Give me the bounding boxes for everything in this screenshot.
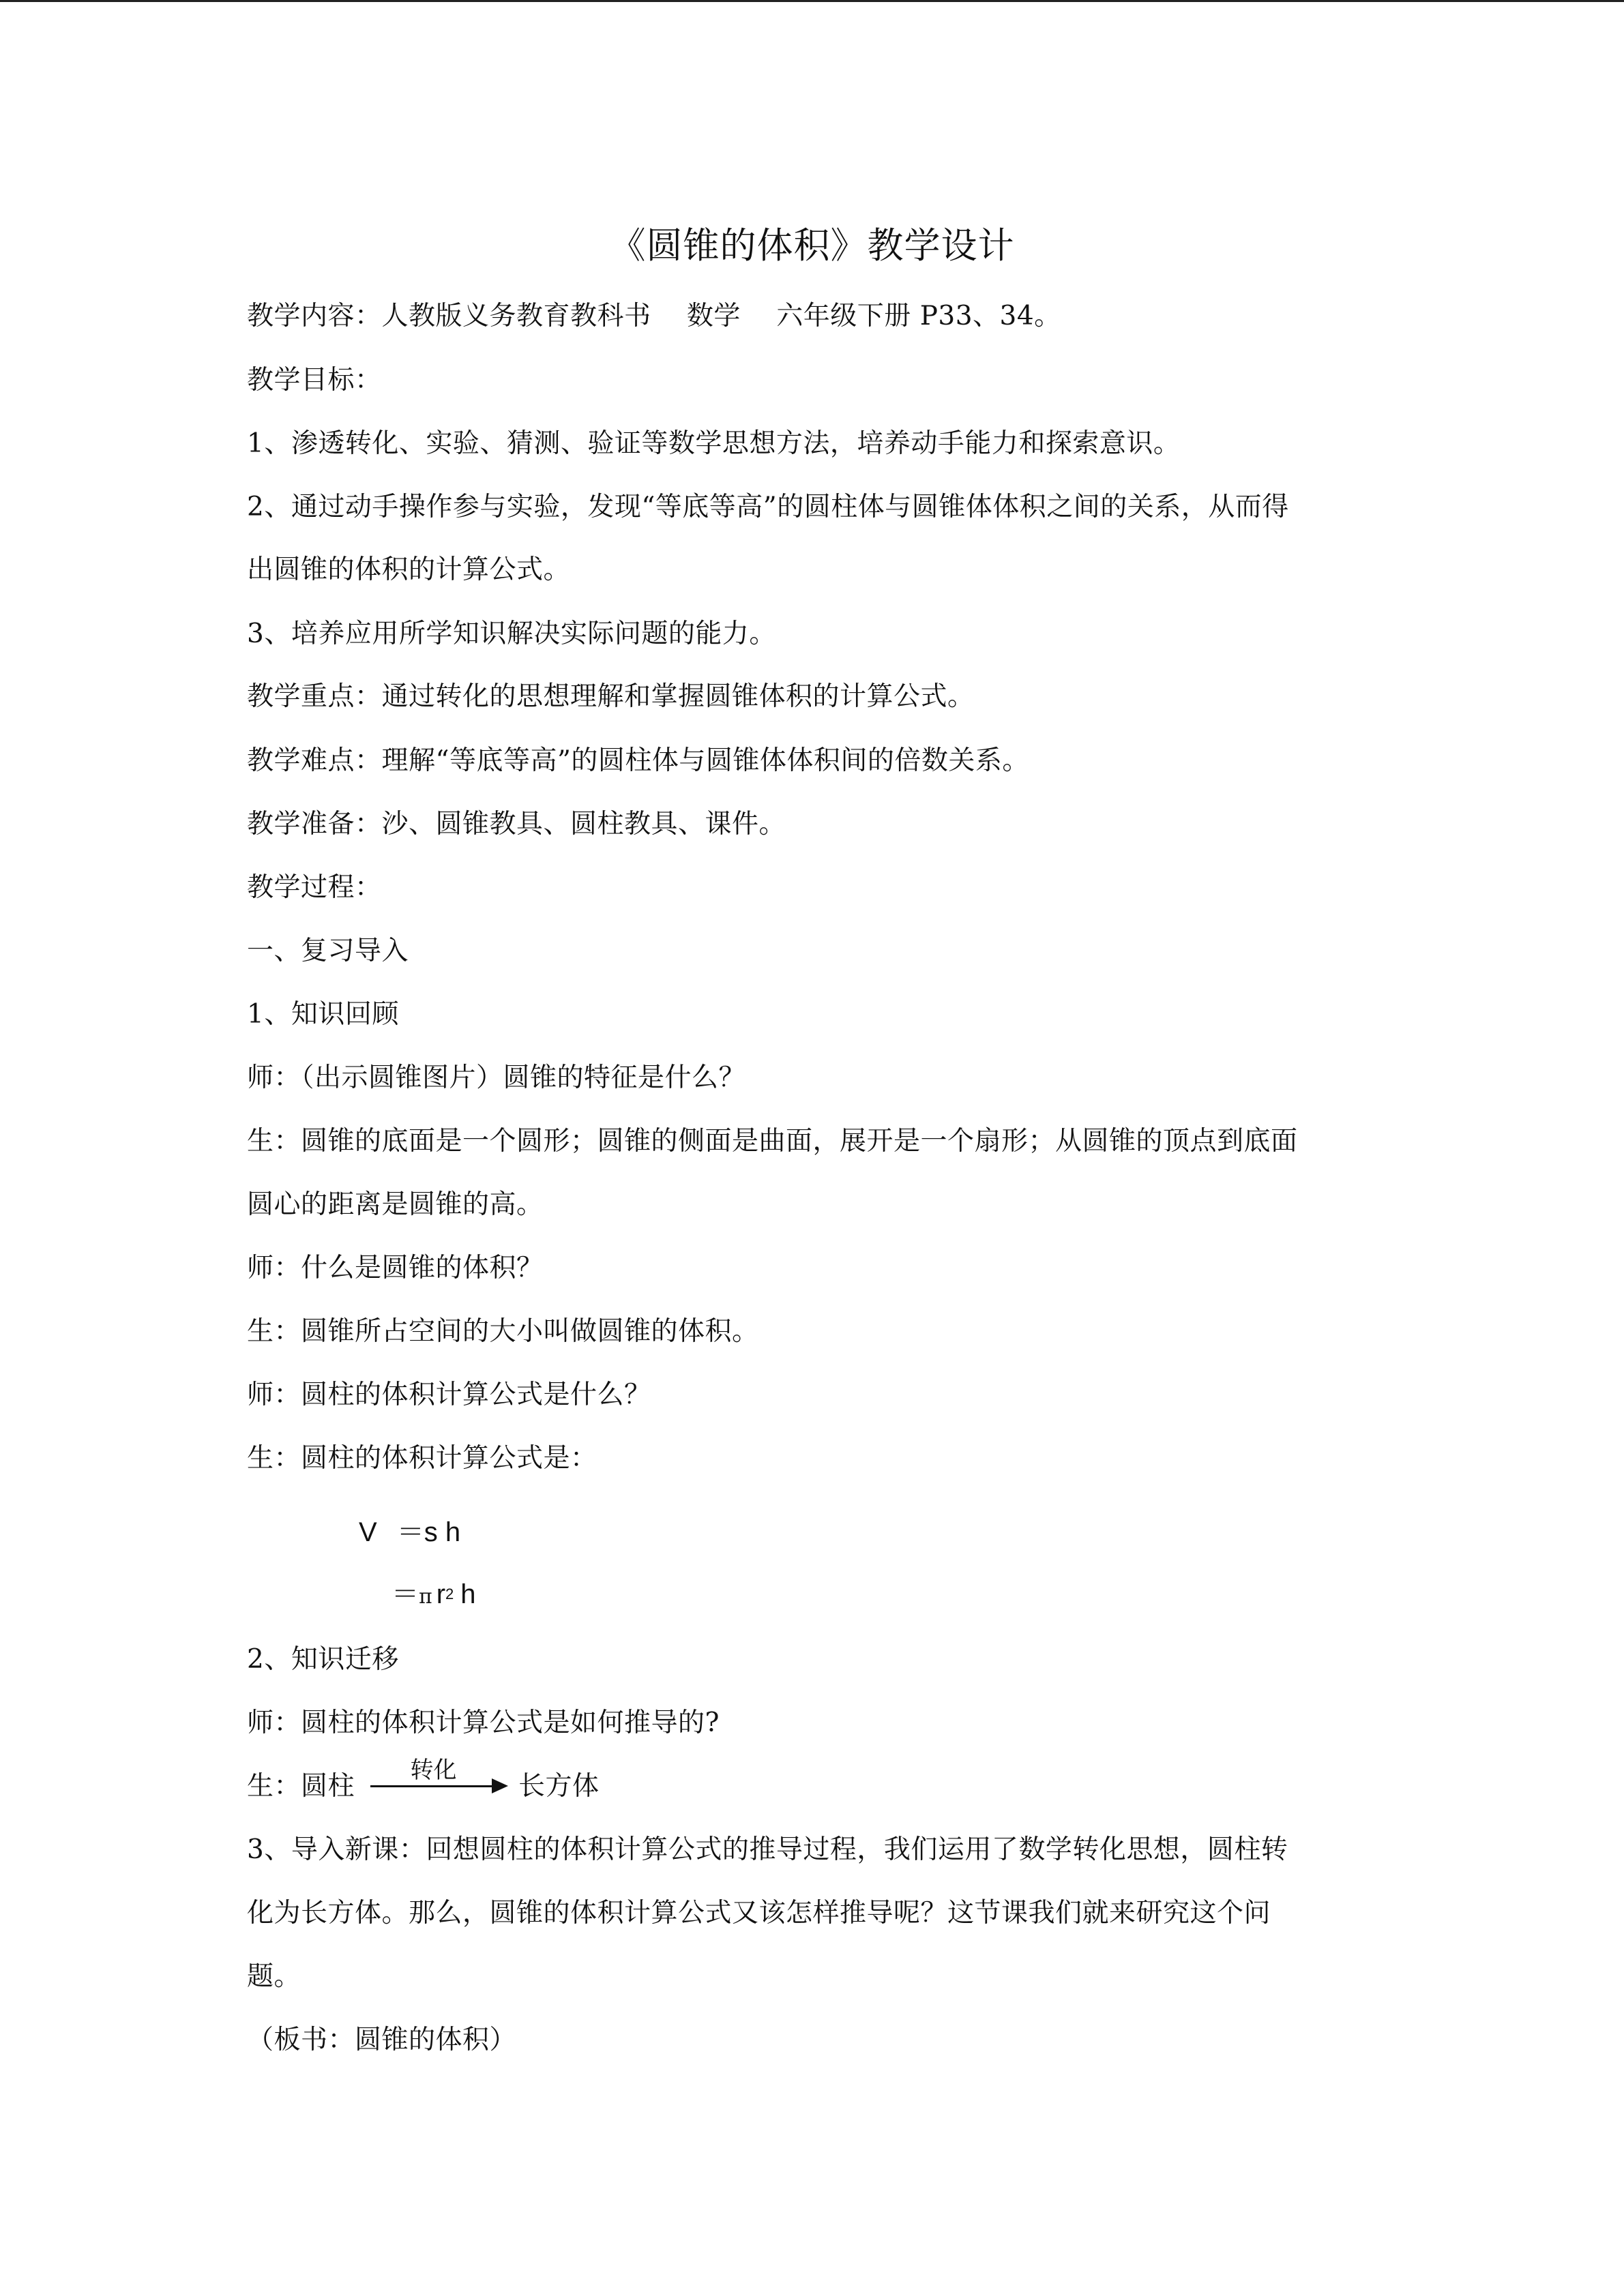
teacher-question-2: 师：什么是圆锥的体积？ <box>247 1253 544 1283</box>
process-heading: 教学过程： <box>247 872 382 903</box>
student-answer-3: 生：圆柱的体积计算公式是： <box>247 1443 597 1474</box>
preparation: 教学准备：沙、圆锥教具、圆柱教具、课件。 <box>247 809 786 839</box>
arrow-shaft <box>370 1785 493 1787</box>
difficulty: 教学难点：理解“等底等高”的圆柱体与圆锥体体积间的倍数关系。 <box>247 745 1029 776</box>
teacher-question-3: 师：圆柱的体积计算公式是什么？ <box>247 1380 651 1410</box>
formula-exponent: 2 <box>445 1585 454 1602</box>
new-lesson-intro-line-1: 3、导入新课：回想圆柱的体积计算公式的推导过程，我们运用了数学转化思想，圆柱转 <box>247 1834 1288 1865</box>
subsection-1-heading: 1、知识回顾 <box>247 999 399 1030</box>
transform-arrow <box>370 1751 507 1792</box>
arrow-head-icon <box>492 1778 508 1793</box>
new-lesson-intro-line-3: 题。 <box>247 1961 301 1992</box>
formula-line-1 <box>359 1510 460 1549</box>
formula-h: h <box>460 1579 476 1609</box>
teacher-question-4: 师：圆柱的体积计算公式是如何推导的? <box>247 1708 720 1738</box>
page-top-border <box>0 0 1624 2</box>
student-answer-2: 生：圆锥所占空间的大小叫做圆锥的体积。 <box>247 1316 759 1347</box>
formula-pi: π <box>419 1585 432 1609</box>
student-answer-1-line-2: 圆心的距离是圆锥的高。 <box>247 1189 544 1220</box>
new-lesson-intro-line-2: 化为长方体。那么，圆锥的体积计算公式又该怎样推导呢？这节课我们就来研究这个问 <box>247 1898 1271 1928</box>
arrow-label: 转化 <box>410 1757 457 1784</box>
student-answer-4-prefix: 生：圆柱 <box>247 1771 355 1802</box>
student-answer-1-line-1: 生：圆锥的底面是一个圆形；圆锥的侧面是曲面，展开是一个扇形；从圆锥的顶点到底面 <box>247 1126 1298 1157</box>
objective-3: 3、培养应用所学知识解决实际问题的能力。 <box>247 618 776 649</box>
board-note: （板书：圆锥的体积） <box>247 2025 517 2055</box>
formula-sh: ＝s h <box>396 1517 461 1547</box>
formula-v: V <box>359 1517 377 1547</box>
formula-equals: ＝ <box>392 1579 419 1609</box>
student-answer-4-suffix: 长方体 <box>518 1771 600 1802</box>
page-title: 《圆锥的体积》教学设计 <box>609 225 1015 267</box>
objective-2-line-1: 2、通过动手操作参与实验，发现“等底等高”的圆柱体与圆锥体体积之间的关系，从而得 <box>247 492 1289 522</box>
section-1-heading: 一、复习导入 <box>247 936 409 966</box>
subsection-2-heading: 2、知识迁移 <box>247 1644 399 1675</box>
teacher-question-1: 师：（出示圆锥图片）圆锥的特征是什么？ <box>247 1062 746 1093</box>
formula-r: r <box>436 1579 446 1609</box>
teaching-content-line: 教学内容：人教版义务教育教科书 数学 六年级下册 P33、34。 <box>247 301 1061 331</box>
objective-2-line-2: 出圆锥的体积的计算公式。 <box>247 554 571 585</box>
objective-1: 1、渗透转化、实验、猜测、验证等数学思想方法，培养动手能力和探索意识。 <box>247 428 1181 459</box>
key-point: 教学重点：通过转化的思想理解和掌握圆锥体积的计算公式。 <box>247 681 975 712</box>
objectives-heading: 教学目标： <box>247 365 382 396</box>
formula-line-2 <box>392 1572 476 1611</box>
